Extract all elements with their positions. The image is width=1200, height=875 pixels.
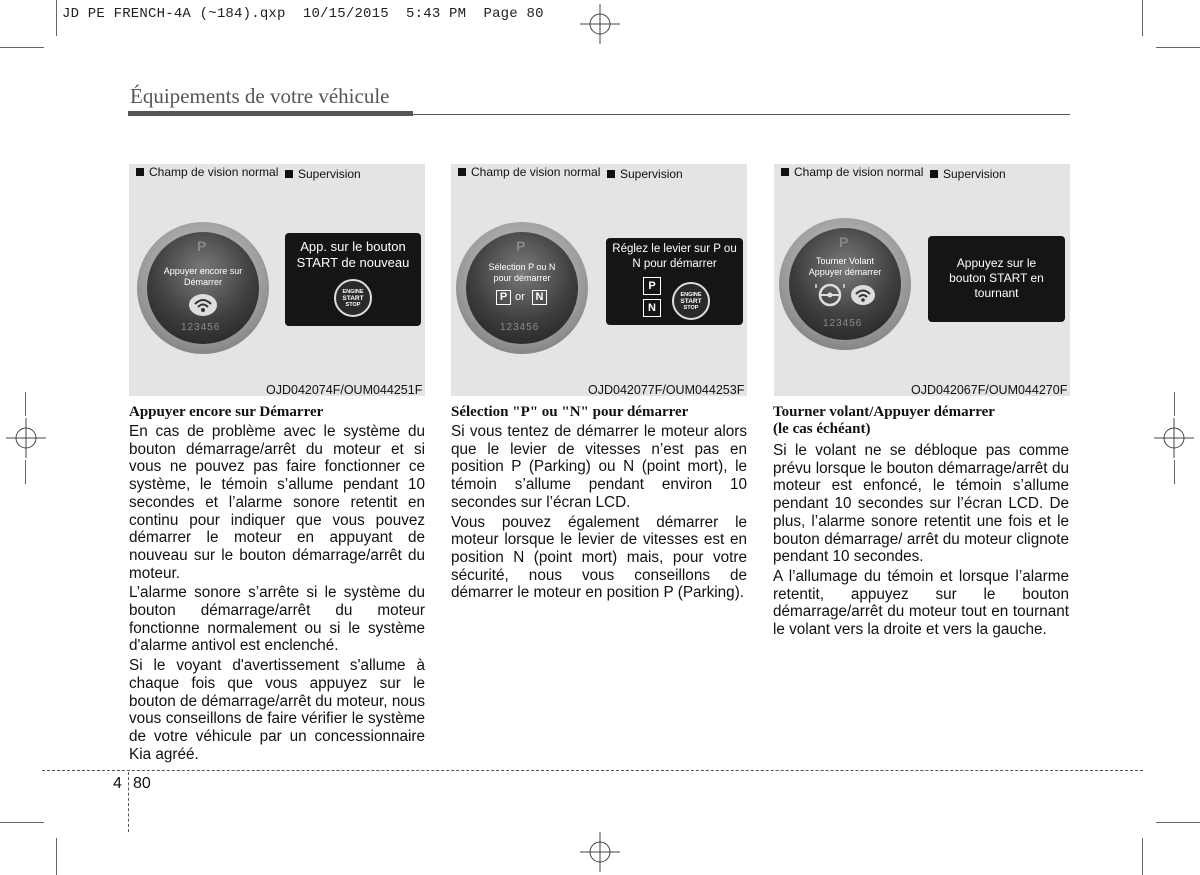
crop-mark-top-left-v xyxy=(56,0,57,36)
figure-label-normal: Champ de vision normal xyxy=(458,165,600,179)
registration-mark-top xyxy=(580,4,620,44)
figure-label-supervision: Supervision xyxy=(930,167,1006,181)
title-rule-thin xyxy=(413,114,1070,115)
edge-tick-left xyxy=(25,392,26,416)
gauge-cluster xyxy=(137,222,269,354)
paragraph: En cas de problème avec le système du bouton démarrage/arrêt du moteur et si vous ne pouvez pas faire fonctionner ce système, le témoin s’allume pendant 10 secondes et l’alarme sonore retentit en continu pour indiquer que vous pouvez démarrer le moteur en appuyant de nouveau sur le bouton démarrage/arrêt du moteur. xyxy=(129,423,425,582)
crop-mark-top-right-v xyxy=(1142,0,1143,36)
figure-label-normal: Champ de vision normal xyxy=(781,165,923,179)
figure-code: OJD042077F/OUM044253F xyxy=(588,383,745,397)
gauge-message: Appuyer encore sur Démarrer xyxy=(163,266,243,287)
column-heading: Tourner volant/Appuyer démarrer xyxy=(773,404,995,420)
push-button-icon xyxy=(187,292,219,318)
gear-or-label: or xyxy=(515,291,525,303)
crop-mark-bottom-right-h xyxy=(1156,822,1200,823)
print-slug: JD PE FRENCH-4A (~184).qxp 10/15/2015 5:43 PM Page 80 xyxy=(62,6,544,22)
paragraph: A l’allumage du témoin et lorsque l’alarme retentit, appuyez sur le bouton démarrage/arrêt du moteur tout en tournant le volant vers la droite et vers la gauche. xyxy=(773,567,1069,639)
gauge-cluster xyxy=(456,222,588,354)
gauge-face xyxy=(466,232,578,344)
footer-divider xyxy=(42,770,1143,771)
gauge-gear-indicator: P xyxy=(197,238,207,254)
gauge-odometer: 123456 xyxy=(500,322,540,333)
crop-mark-top-left-h xyxy=(0,47,44,48)
gauge-gear-indicator: P xyxy=(516,238,526,254)
footer-vertical-divider xyxy=(128,772,129,832)
gear-n-indicator: N xyxy=(532,290,547,305)
lcd-gear-n: N xyxy=(643,299,661,317)
figure-turn-wheel xyxy=(774,164,1070,396)
edge-tick-right-2 xyxy=(1174,460,1175,484)
edge-tick-right xyxy=(1174,392,1175,416)
supervision-lcd xyxy=(285,233,421,326)
gauge-odometer: 123456 xyxy=(181,322,221,333)
gauge-message: Sélection P ou N pour démarrer xyxy=(488,262,556,283)
gauge-face xyxy=(789,228,901,340)
gauge-gear-indicator: P xyxy=(839,234,849,250)
registration-mark-right xyxy=(1154,418,1194,458)
paragraph: Vous pouvez également démarrer le moteur lorsque le levier de vitesses est en position N (point mort) mais, pour votre sécurité, nous vous conseillons de démarrer le moteur en position P (Parking). xyxy=(451,513,747,602)
supervision-lcd xyxy=(606,238,743,325)
paragraph: Si vous tentez de démarrer le moteur alors que le levier de vitesses n’est pas en position P (Parking) ou N (point mort), le témoin s’allume pendant environ 10 secondes sur l’écran LCD. xyxy=(451,423,747,511)
figure-code: OJD042067F/OUM044270F xyxy=(911,383,1068,397)
paragraph: Si le volant ne se débloque pas comme prévu lorsque le bouton démarrage/arrêt du moteur est enfoncé, le témoin s’allume pendant 10 secondes sur l’écran LCD. De plus, l’alarme sonore retentit une fois et le bouton démarrage/ arrêt du moteur clignote pendant 10 secondes. xyxy=(773,442,1069,566)
figure-restart xyxy=(129,164,425,396)
section-title: Équipements de votre véhicule xyxy=(130,84,390,108)
text-column-select-p-n xyxy=(451,404,747,602)
lcd-message: App. sur le bouton START de nouveau xyxy=(296,239,410,270)
paragraph: Si le voyant d'avertissement s'allume à chaque fois que vous appuyez sur le bouton de démarrage/arrêt du moteur, nous vous conseillons de faire vérifier le système de votre véhicule par un concessionnaire Kia agréé. xyxy=(129,657,425,763)
registration-mark-bottom xyxy=(580,832,620,872)
text-column-restart xyxy=(129,404,425,763)
crop-mark-bottom-left-v xyxy=(56,838,57,875)
gear-p-indicator: P xyxy=(496,290,511,305)
column-heading: Appuyer encore sur Démarrer xyxy=(129,404,324,420)
edge-tick-left-2 xyxy=(25,460,26,484)
gauge-cluster xyxy=(779,218,911,350)
page-number: 80 xyxy=(133,775,151,792)
supervision-lcd xyxy=(928,236,1065,322)
figure-label-supervision: Supervision xyxy=(607,167,683,181)
registration-mark-left xyxy=(6,418,46,458)
column-subheading: (le cas échéant) xyxy=(773,421,871,437)
figure-code: OJD042074F/OUM044251F xyxy=(266,383,423,397)
gauge-message: Tourner Volant Appuyer démarrer xyxy=(808,256,882,277)
steering-wheel-icon xyxy=(815,282,845,308)
push-button-icon xyxy=(849,283,877,307)
column-heading: Sélection "P" ou "N" pour démarrer xyxy=(451,404,689,420)
paragraph: L’alarme sonore s’arrête si le système du bouton démarrage/arrêt du moteur fonctionne normalement ou si le système d'alarme antivol est enclenché. xyxy=(129,584,425,655)
lcd-message: Appuyez sur le bouton START en tournant xyxy=(949,256,1044,300)
engine-start-stop-button-icon: ENGINE START STOP xyxy=(672,282,710,320)
lcd-message: Réglez le levier sur P ou N pour démarrer xyxy=(612,243,737,270)
crop-mark-bottom-left-h xyxy=(0,822,44,823)
figure-select-p-n xyxy=(451,164,747,396)
crop-mark-top-right-h xyxy=(1156,47,1200,48)
gauge-odometer: 123456 xyxy=(823,318,863,329)
figure-label-supervision: Supervision xyxy=(285,167,361,181)
text-column-turn-wheel xyxy=(773,404,1069,639)
title-rule-thick xyxy=(128,111,413,116)
figure-label-normal: Champ de vision normal xyxy=(136,165,278,179)
lcd-gear-p: P xyxy=(643,277,661,295)
engine-start-stop-button-icon: ENGINE START STOP xyxy=(334,279,372,317)
chapter-number: 4 xyxy=(113,775,122,792)
crop-mark-bottom-right-v xyxy=(1142,838,1143,875)
gauge-face xyxy=(147,232,259,344)
